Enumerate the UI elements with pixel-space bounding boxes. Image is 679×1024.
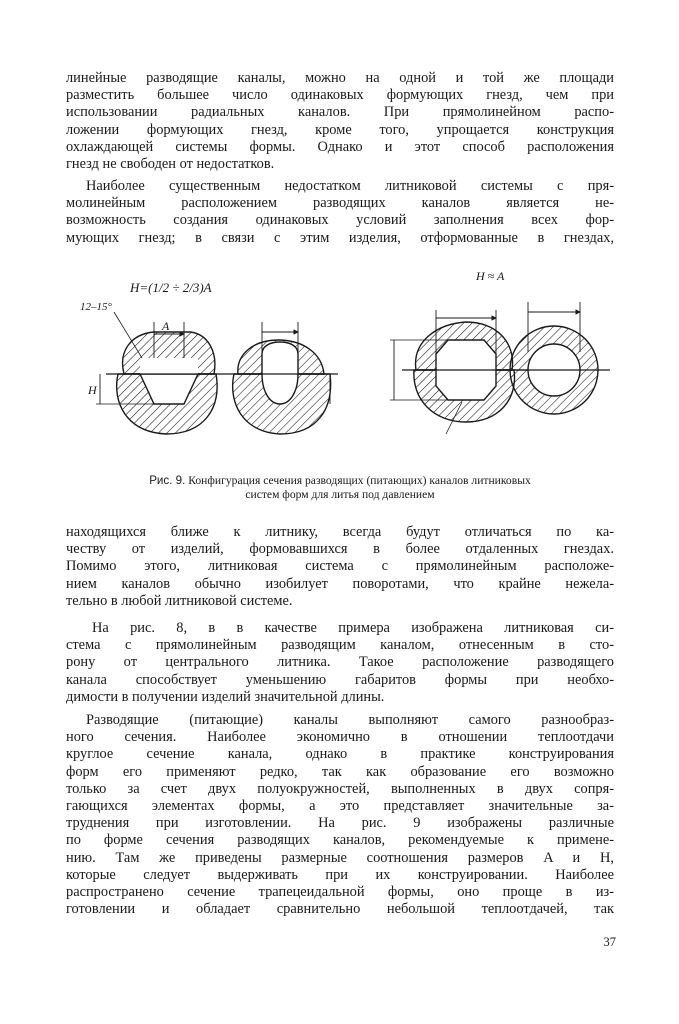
paragraph-4 (66, 620, 614, 706)
text-line: гающихся элементах формы, а это представляет значительные за- (66, 798, 614, 815)
text-line: рону от центрального литника. Такое расположение разводящего (66, 654, 614, 671)
text-line: по форме сечения разводящих каналов, рекомендуемые к примене- (66, 832, 614, 849)
section-trapezoid-split (80, 301, 226, 434)
text-line: гнезд не свободен от недостатков. (66, 156, 275, 173)
dimension-h-label: H (88, 383, 97, 397)
text-line: охлаждающей системы формы. Однако и этот способ расположения (66, 138, 614, 155)
channel-sections-figure (66, 262, 614, 474)
text-line: честву от изделий, формовавшихся в более отдаленных гнездах. (66, 541, 614, 558)
section-rounded-one-half (226, 322, 338, 434)
angle-label: 12–15° (80, 301, 112, 313)
paragraph-2 (66, 178, 614, 247)
text-line: Разводящие (питающие) каналы выполняют самого разнообраз- (86, 712, 614, 728)
text-line: димости в получении изделий значительной длины. (66, 688, 385, 705)
text-line: ного сечения. Наиболее экономично в отношении теплоотдачи (66, 729, 614, 746)
caption-lead: Рис. 9. (149, 474, 186, 487)
text-line: использовании радиальных каналов. При прямолинейном распо- (66, 104, 614, 121)
formula-right: H ≈ A (476, 269, 505, 283)
text-line: возможность создания одинаковых условий заполнения всех фор- (66, 212, 614, 229)
text-line: разместить большее число одинаковых формующих гнезд, чем при (66, 87, 614, 104)
text-line: распространено сечение трапецеидальной формы, оно проще в из- (66, 884, 614, 901)
text-line: которые следует выдерживать при их конструировании. Наиболее (66, 866, 614, 883)
text-line: канала способствует уменьшению габаритов формы при необхо- (66, 671, 614, 688)
text-line: готовлении и обладает сравнительно небольшой теплоотдачей, так (66, 901, 614, 918)
text-line: труднения при изготовлении. На рис. 9 изображены различные (66, 815, 614, 832)
paragraph-1 (66, 70, 614, 173)
text-line: находящихся ближе к литнику, всегда будут отличаться по ка- (66, 524, 614, 540)
text-line: нию. Там же приведены размерные соотношения размеров A и H, (66, 849, 614, 866)
section-round-split (502, 302, 610, 414)
text-line: мующих гнезд; в связи с этим изделия, отформованные в гнездах, (66, 229, 614, 246)
caption-text: Конфигурация сечения разводящих (питающих) каналов литниковых (188, 474, 531, 487)
dimension-a-label: A (162, 319, 170, 333)
caption-line: систем форм для литья под давлением (245, 488, 435, 501)
formula-left: H=(1/2 ÷ 2/3)A (130, 280, 212, 295)
text-line: линейные разводящие каналы, можно на одной и той же площади (66, 70, 614, 86)
text-line: нием каналов обычно изобилует поворотами, что крайне нежела- (66, 575, 614, 592)
text-line: только за счет двух полуокружностей, выполненных в двух сопря- (66, 780, 614, 797)
text-line: На рис. 8, в в качестве примера изображена литниковая си- (92, 620, 614, 636)
caption-line (66, 474, 614, 488)
text-line: молинейным расположением разводящих каналов является не- (66, 195, 614, 212)
text-line: ложении формующих гнезд, кроме того, упрощается конструкция (66, 121, 614, 138)
paragraph-5 (66, 712, 614, 918)
text-line: Наиболее существенным недостатком литниковой системы с пря- (86, 178, 614, 194)
paragraph-3 (66, 524, 614, 610)
section-hexagonal-split (390, 310, 528, 434)
text-line: форм его применяют редко, так как образование его возможно (66, 763, 614, 780)
text-line: тельно в любой литниковой системе. (66, 592, 293, 609)
text-line: стема с прямолинейным разводящим каналом, отнесенным в сто- (66, 637, 614, 654)
text-line: Помимо этого, литниковая система с прямолинейным расположе- (66, 558, 614, 575)
text-line: круглое сечение канала, однако в практике конструирования (66, 746, 614, 763)
page-number: 37 (603, 935, 616, 949)
figure-caption (66, 474, 614, 502)
